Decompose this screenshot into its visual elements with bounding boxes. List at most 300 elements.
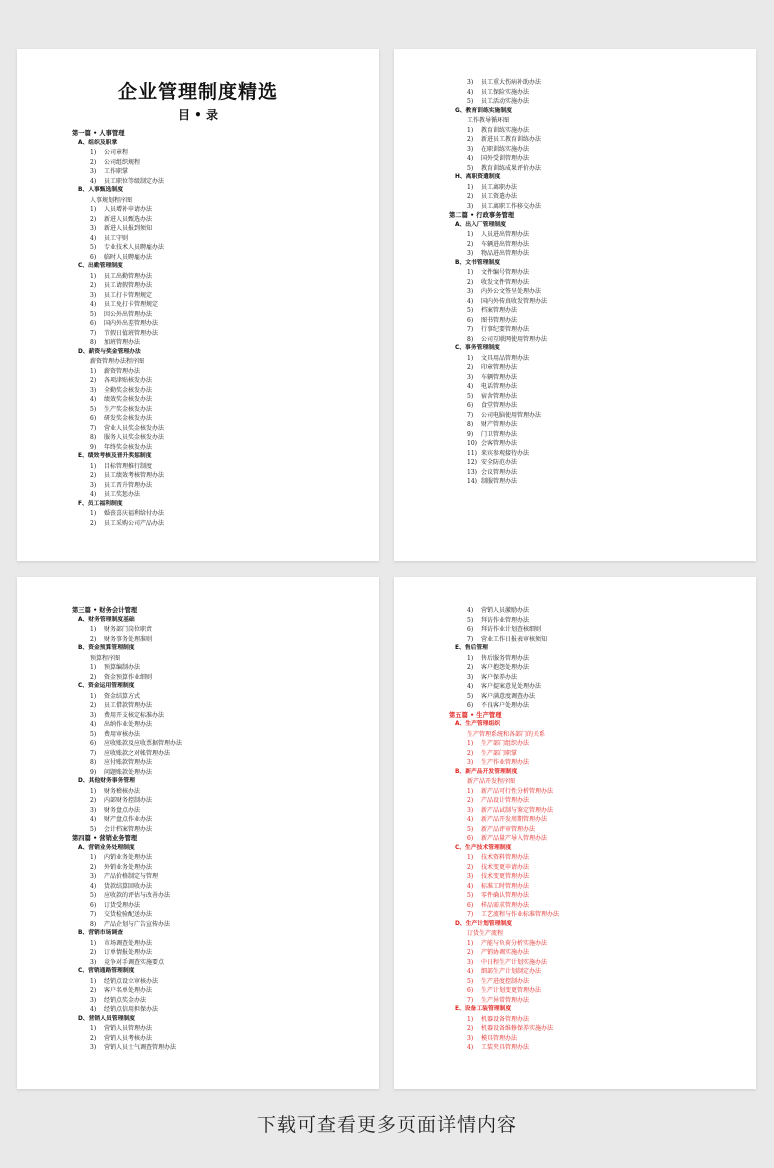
toc-item-number: 4) bbox=[90, 301, 97, 308]
toc-item-number: 14) bbox=[467, 478, 477, 485]
toc-item bbox=[72, 701, 369, 711]
toc-item bbox=[72, 1024, 369, 1034]
toc-item-label: 员工免打卡管理规定 bbox=[104, 301, 159, 308]
toc-intro: 工作教导循环图 bbox=[467, 117, 510, 124]
toc-part: 第三篇 • 财务会计管理 bbox=[72, 607, 138, 614]
toc-item-number: 4) bbox=[90, 1006, 97, 1013]
toc-item-number: 1) bbox=[90, 854, 97, 861]
toc-section: C、出勤管理制度 bbox=[78, 263, 123, 269]
toc-item bbox=[449, 230, 746, 240]
toc-section: B、营销市场调查 bbox=[78, 930, 123, 936]
toc-item-number: 3) bbox=[90, 711, 97, 719]
toc-section: B、文书管理制度 bbox=[455, 259, 500, 266]
toc-item-label: 财务稽核办法 bbox=[104, 787, 141, 795]
toc-item-label: 生产进度控制办法 bbox=[481, 977, 530, 985]
toc-item-number: 1) bbox=[467, 269, 474, 276]
toc-item-label: 经销点设立审核办法 bbox=[104, 977, 159, 985]
toc-part: 第四篇 • 营销业务管理 bbox=[72, 835, 138, 842]
toc-item bbox=[72, 986, 369, 996]
toc-item-number: 3) bbox=[467, 1034, 474, 1042]
toc-item bbox=[72, 291, 369, 301]
toc-item-label: 产能与负荷分析实施办法 bbox=[481, 939, 548, 947]
toc-item-label: 出纳作业处理办法 bbox=[104, 721, 153, 728]
toc-item-label: 营业工作日报表审核须知 bbox=[481, 635, 548, 643]
toc-item-number: 3) bbox=[467, 373, 474, 381]
toc-item-label: 营销人员士气调查管理办法 bbox=[104, 1044, 177, 1051]
toc-item-number: 1) bbox=[90, 272, 97, 280]
toc-intro: 新产品开发程序图 bbox=[467, 778, 516, 785]
toc-item-number: 5) bbox=[467, 892, 474, 899]
toc-item-number: 6) bbox=[467, 702, 474, 709]
toc-intro: 人事规划程序图 bbox=[90, 196, 133, 204]
toc-item-number: 3) bbox=[90, 806, 97, 814]
toc-item-label: 公司组织规程 bbox=[104, 158, 141, 166]
toc-item-number: 2) bbox=[90, 1034, 97, 1042]
toc-item bbox=[449, 939, 746, 949]
toc-item-label: 拜访作业计划查核细则 bbox=[481, 626, 542, 633]
toc-item-number: 4) bbox=[467, 1044, 474, 1051]
toc-item-number: 4) bbox=[467, 607, 474, 614]
toc-item-number: 3) bbox=[467, 673, 474, 681]
toc-item-number: 1) bbox=[467, 1015, 474, 1023]
toc-item bbox=[72, 490, 369, 500]
toc-item-label: 员工重大伤病补助办法 bbox=[481, 79, 542, 86]
toc-item-number: 10) bbox=[467, 440, 477, 447]
toc-item-number: 7) bbox=[467, 635, 474, 643]
toc-item bbox=[72, 148, 369, 158]
toc-item bbox=[72, 367, 369, 377]
toc-item-label: 中日程生产计划实施办法 bbox=[481, 958, 548, 966]
toc-item bbox=[72, 281, 369, 291]
toc-item-label: 市场调查处理办法 bbox=[104, 939, 153, 947]
toc-item-label: 员工采购公司产品办法 bbox=[104, 519, 165, 527]
toc-item-number: 3) bbox=[467, 250, 474, 257]
toc-item-label: 物品进出管理办法 bbox=[481, 250, 530, 257]
toc-item bbox=[449, 449, 746, 459]
toc-item-number: 8) bbox=[90, 920, 97, 928]
toc-item-number: 3) bbox=[90, 291, 97, 299]
toc-item-label: 员工资遣办法 bbox=[481, 193, 518, 200]
toc-item-label: 教育训练成果评价办法 bbox=[481, 164, 542, 172]
toc-part: 第五篇 • 生产管理 bbox=[449, 711, 502, 719]
toc-item-label: 员工活动实施办法 bbox=[481, 98, 530, 105]
toc-list bbox=[449, 606, 746, 1053]
toc-item bbox=[449, 363, 746, 373]
toc-item-number: 4) bbox=[467, 882, 474, 890]
toc-item-number: 2) bbox=[467, 949, 474, 956]
toc-item-number: 5) bbox=[467, 392, 474, 400]
toc-item bbox=[449, 682, 746, 692]
toc-item-number: 1) bbox=[467, 740, 474, 747]
toc-item-number: 3) bbox=[90, 996, 97, 1004]
toc-item-label: 研发奖金核发办法 bbox=[104, 415, 153, 422]
toc-item-number: 2) bbox=[90, 987, 97, 994]
toc-item-label: 交货检验配送办法 bbox=[104, 911, 153, 918]
toc-item bbox=[72, 730, 369, 740]
toc-section: E、售后管理 bbox=[455, 645, 488, 651]
toc-item bbox=[449, 635, 746, 645]
toc-item-number: 7) bbox=[467, 411, 474, 419]
toc-item-number: 9) bbox=[90, 768, 97, 776]
toc-item bbox=[72, 663, 369, 673]
toc-item-label: 营销人员考核办法 bbox=[104, 1034, 153, 1042]
toc-item-number: 3) bbox=[90, 1044, 97, 1051]
toc-item bbox=[72, 958, 369, 968]
toc-item bbox=[72, 625, 369, 635]
toc-item bbox=[449, 739, 746, 749]
toc-item-number: 2) bbox=[467, 749, 474, 757]
toc-item-label: 服务人员奖金核发办法 bbox=[104, 434, 165, 441]
toc-item-label: 员工打卡管理规定 bbox=[104, 291, 153, 299]
toc-item-number: 2) bbox=[90, 635, 97, 643]
toc-item-label: 公司章程 bbox=[104, 149, 129, 156]
toc-item bbox=[449, 663, 746, 673]
toc-item-number: 13) bbox=[467, 468, 477, 476]
toc-item bbox=[449, 796, 746, 806]
toc-item-number: 6) bbox=[90, 901, 97, 909]
toc-item-number: 1) bbox=[90, 692, 97, 700]
toc-item-label: 生产部门组织办法 bbox=[481, 740, 530, 747]
toc-item-number: 5) bbox=[90, 730, 97, 738]
toc-item-label: 员工借款管理办法 bbox=[104, 702, 153, 709]
toc-item bbox=[449, 439, 746, 449]
toc-item-label: 生产部门职掌 bbox=[481, 749, 518, 757]
toc-section: B、资金预算管理制度 bbox=[78, 645, 135, 651]
toc-item-number: 5) bbox=[467, 692, 474, 700]
toc-section: D、营销人员管理制度 bbox=[78, 1015, 135, 1022]
toc-item-number: 9) bbox=[90, 443, 97, 451]
toc-item-number: 6) bbox=[467, 316, 474, 324]
toc-item-label: 产品企划与广告宣传办法 bbox=[104, 920, 171, 928]
toc-item bbox=[449, 278, 746, 288]
toc-item-label: 客户保养办法 bbox=[481, 673, 518, 681]
toc-item bbox=[72, 948, 369, 958]
toc-item bbox=[72, 863, 369, 873]
toc-item-label: 员工晋升管理办法 bbox=[104, 481, 153, 489]
toc-item bbox=[449, 240, 746, 250]
toc-item bbox=[72, 939, 369, 949]
toc-item-label: 工艺流程与作业标准管理办法 bbox=[481, 911, 560, 918]
toc-item-number: 3) bbox=[467, 202, 474, 210]
toc-item bbox=[449, 468, 746, 478]
toc-item-number: 2) bbox=[90, 158, 97, 166]
toc-section: B、新产品开发管理制度 bbox=[455, 768, 518, 775]
toc-item-label: 员工守则 bbox=[104, 234, 129, 242]
toc-item bbox=[72, 768, 369, 778]
toc-item-label: 新产品评审管理办法 bbox=[481, 825, 536, 833]
toc-item bbox=[72, 796, 369, 806]
toc-item bbox=[449, 154, 746, 164]
toc-item-label: 应收账款及应收票据管理办法 bbox=[104, 740, 183, 747]
toc-section: D、薪资与奖金管理办法 bbox=[78, 348, 141, 355]
toc-item bbox=[449, 872, 746, 882]
toc-section: E、绩效考核及晋升奖惩制度 bbox=[78, 453, 152, 459]
toc-item-number: 3) bbox=[467, 806, 474, 814]
document-page-3 bbox=[17, 577, 379, 1089]
toc-item-number: 5) bbox=[90, 405, 97, 413]
toc-item-label: 教育训练实施办法 bbox=[481, 126, 530, 134]
toc-item-number: 4) bbox=[90, 816, 97, 823]
toc-item-label: 员工绩效考核管理办法 bbox=[104, 472, 165, 479]
toc-item bbox=[72, 424, 369, 434]
toc-item-label: 外销业务处理办法 bbox=[104, 863, 153, 871]
toc-item-label: 文具用品管理办法 bbox=[481, 354, 530, 362]
toc-item-label: 目标管理推行制度 bbox=[104, 462, 153, 470]
toc-item bbox=[72, 215, 369, 225]
toc-item bbox=[449, 882, 746, 892]
toc-item-label: 在职训练实施办法 bbox=[481, 145, 530, 153]
toc-item-number: 2) bbox=[467, 664, 474, 671]
toc-item-number: 2) bbox=[467, 278, 474, 286]
toc-item-number: 6) bbox=[90, 740, 97, 747]
toc-item bbox=[72, 1034, 369, 1044]
toc-item-number: 5) bbox=[467, 616, 474, 624]
toc-item-number: 7) bbox=[90, 424, 97, 432]
toc-item bbox=[72, 509, 369, 519]
toc-item-number: 7) bbox=[467, 911, 474, 918]
toc-section: D、其他财务事务管理 bbox=[78, 778, 135, 784]
toc-item-label: 新进员工教育训练办法 bbox=[481, 136, 542, 143]
toc-item-label: 应付账款管理办法 bbox=[104, 759, 153, 766]
toc-item-label: 员工请假管理办法 bbox=[104, 282, 153, 289]
toc-item-label: 客户抱怨处理办法 bbox=[481, 664, 530, 671]
toc-item-label: 员工保险实施办法 bbox=[481, 88, 530, 96]
toc-item-label: 内销业务处理办法 bbox=[104, 854, 153, 861]
toc-item-label: 产品设计管理办法 bbox=[481, 797, 530, 804]
toc-item bbox=[72, 224, 369, 234]
toc-item-label: 技术资料管理办法 bbox=[481, 854, 530, 861]
toc-item bbox=[449, 996, 746, 1006]
toc-item bbox=[449, 392, 746, 402]
toc-item-number: 5) bbox=[90, 244, 97, 251]
toc-item-label: 新产品开发周期管理办法 bbox=[481, 816, 548, 823]
toc-section: C、资金运用管理制度 bbox=[78, 683, 135, 689]
toc-item-number: 5) bbox=[90, 310, 97, 318]
toc-item bbox=[72, 376, 369, 386]
toc-item-label: 货款结算回收办法 bbox=[104, 882, 153, 890]
document-page-2 bbox=[394, 49, 756, 561]
toc-item-label: 财务盘点办法 bbox=[104, 806, 141, 814]
toc-section: A、财务管理制度基础 bbox=[78, 616, 135, 623]
toc-section: F、员工福利制度 bbox=[78, 500, 123, 507]
toc-item bbox=[449, 692, 746, 702]
toc-item-label: 工作职掌 bbox=[104, 168, 129, 175]
toc-item bbox=[72, 758, 369, 768]
toc-item-number: 1) bbox=[90, 462, 97, 470]
toc-item bbox=[72, 462, 369, 472]
toc-item-label: 营销人员激励办法 bbox=[481, 607, 530, 614]
toc-item-label: 产销协调实施办法 bbox=[481, 949, 530, 956]
toc-item-label: 经销点信用担保办法 bbox=[104, 1006, 159, 1013]
toc-item bbox=[449, 411, 746, 421]
toc-item bbox=[449, 401, 746, 411]
toc-item bbox=[72, 1005, 369, 1015]
toc-item-number: 1) bbox=[90, 939, 97, 947]
toc-item-number: 1) bbox=[467, 787, 474, 795]
toc-item-number: 1) bbox=[467, 126, 474, 134]
toc-item-label: 营业人员奖金核发办法 bbox=[104, 424, 165, 432]
toc-item-label: 客户提案意见处理办法 bbox=[481, 683, 542, 690]
toc-item bbox=[72, 891, 369, 901]
toc-item-label: 费用审核办法 bbox=[104, 730, 141, 738]
toc-item-number: 11) bbox=[467, 449, 477, 457]
toc-item bbox=[72, 338, 369, 348]
toc-item bbox=[449, 335, 746, 345]
toc-item-number: 6) bbox=[90, 415, 97, 422]
toc-item bbox=[449, 430, 746, 440]
toc-item bbox=[449, 192, 746, 202]
toc-item-number: 3) bbox=[90, 168, 97, 175]
toc-item-number: 2) bbox=[467, 797, 474, 804]
toc-section: E、设备工装管理制度 bbox=[455, 1006, 512, 1012]
toc-item-label: 文件编号管理办法 bbox=[481, 269, 530, 276]
toc-item bbox=[449, 606, 746, 616]
toc-item-label: 模具管理办法 bbox=[481, 1034, 518, 1042]
toc-item bbox=[72, 901, 369, 911]
toc-item-number: 4) bbox=[90, 882, 97, 890]
toc-item-label: 行事纪要管理办法 bbox=[481, 326, 530, 333]
toc-item-number: 3) bbox=[467, 873, 474, 880]
toc-item-label: 零件确认管理办法 bbox=[481, 892, 530, 899]
toc-item bbox=[449, 97, 746, 107]
toc-item bbox=[449, 287, 746, 297]
toc-item-number: 1) bbox=[90, 626, 97, 633]
toc-item-number: 6) bbox=[467, 402, 474, 409]
toc-item bbox=[449, 135, 746, 145]
toc-item bbox=[449, 202, 746, 212]
toc-item bbox=[72, 749, 369, 759]
toc-item-number: 7) bbox=[467, 326, 474, 333]
toc-section: A、营销业务处理制度 bbox=[78, 844, 135, 851]
toc-item bbox=[449, 354, 746, 364]
toc-item-number: 5) bbox=[90, 825, 97, 833]
toc-item-label: 新产品可行性分析管理办法 bbox=[481, 787, 554, 795]
toc-item-label: 拜访作业管理办法 bbox=[481, 616, 530, 624]
toc-item-label: 各项津贴核发办法 bbox=[104, 377, 153, 384]
toc-item-number: 5) bbox=[90, 892, 97, 899]
toc-item-label: 内部财务控制办法 bbox=[104, 797, 153, 804]
toc-item-label: 国内外传真收发管理办法 bbox=[481, 297, 548, 305]
toc-item bbox=[449, 145, 746, 155]
toc-item-number: 3) bbox=[90, 481, 97, 489]
toc-item bbox=[72, 300, 369, 310]
toc-item-number: 5) bbox=[467, 98, 474, 105]
toc-item-number: 1) bbox=[90, 1025, 97, 1032]
toc-item-label: 竞争对手调查实施要点 bbox=[104, 958, 165, 966]
toc-item-label: 因公外出管理办法 bbox=[104, 310, 153, 318]
toc-section: C、生产技术管理制度 bbox=[455, 844, 512, 851]
toc-item bbox=[449, 268, 746, 278]
toc-item-label: 资金预算作业细则 bbox=[104, 673, 153, 681]
toc-item bbox=[449, 815, 746, 825]
toc-item-label: 财务事务处理准则 bbox=[104, 635, 153, 643]
toc-section: G、教育训练实施制度 bbox=[455, 107, 512, 114]
toc-item-number: 4) bbox=[467, 297, 474, 305]
toc-item-label: 技术变更申请办法 bbox=[481, 863, 530, 871]
toc-item bbox=[72, 272, 369, 282]
toc-item-label: 制服管理办法 bbox=[481, 478, 518, 485]
toc-item-label: 来宾参观接待办法 bbox=[481, 449, 530, 457]
toc-intro: 订货生产流程 bbox=[467, 930, 504, 937]
toc-item bbox=[72, 177, 369, 187]
toc-item bbox=[449, 316, 746, 326]
toc-item-label: 标准工时管理办法 bbox=[481, 882, 530, 890]
toc-item-label: 客户名单处理办法 bbox=[104, 987, 153, 994]
toc-item-label: 档案管理办法 bbox=[481, 307, 518, 314]
toc-item bbox=[449, 701, 746, 711]
toc-item-number: 3) bbox=[467, 958, 474, 966]
toc-item-number: 5) bbox=[467, 825, 474, 833]
toc-item-label: 加班管理办法 bbox=[104, 339, 141, 346]
toc-item-label: 技术变更管理办法 bbox=[481, 873, 530, 880]
toc-item-number: 2) bbox=[467, 1025, 474, 1032]
toc-item-label: 印章管理办法 bbox=[481, 364, 518, 371]
toc-item-label: 电话管理办法 bbox=[481, 383, 518, 390]
toc-item-number: 1) bbox=[90, 149, 97, 156]
toc-item-label: 新产品试制与鉴定管理办法 bbox=[481, 806, 554, 814]
toc-item bbox=[72, 1043, 369, 1053]
toc-item-label: 不良客户处理办法 bbox=[481, 702, 530, 709]
toc-list bbox=[72, 606, 369, 1053]
toc-item-label: 会客管理办法 bbox=[481, 440, 518, 447]
toc-item-label: 车辆进出管理办法 bbox=[481, 240, 530, 248]
toc-item-number: 5) bbox=[467, 977, 474, 985]
toc-item-label: 收发文件管理办法 bbox=[481, 278, 530, 286]
toc-item bbox=[72, 310, 369, 320]
toc-item bbox=[449, 958, 746, 968]
toc-item bbox=[449, 654, 746, 664]
toc-item-label: 专业技术人员聘雇办法 bbox=[104, 244, 165, 251]
toc-item bbox=[72, 711, 369, 721]
toc-item-label: 车辆管理办法 bbox=[481, 373, 518, 381]
toc-item bbox=[72, 853, 369, 863]
toc-item-label: 员工出勤管理办法 bbox=[104, 272, 153, 280]
toc-item-number: 2) bbox=[90, 282, 97, 289]
toc-item-number: 6) bbox=[467, 987, 474, 994]
toc-item-number: 7) bbox=[90, 329, 97, 337]
toc-item-label: 公司电脑使用管理办法 bbox=[481, 411, 542, 419]
toc-item bbox=[72, 872, 369, 882]
toc-item-label: 薪资管理办法 bbox=[104, 367, 141, 375]
toc-item-label: 员工职位等级制定办法 bbox=[104, 177, 165, 185]
toc-intro: 薪资管理办法程序图 bbox=[90, 358, 145, 365]
toc-list bbox=[449, 78, 746, 487]
toc-item-number: 1) bbox=[467, 354, 474, 362]
toc-item-number: 2) bbox=[467, 193, 474, 200]
toc-item-number: 2) bbox=[90, 863, 97, 871]
toc-item-number: 2) bbox=[90, 519, 97, 527]
toc-item-number: 1) bbox=[90, 510, 97, 517]
toc-item-number: 6) bbox=[467, 901, 474, 909]
toc-item-number: 12) bbox=[467, 459, 477, 466]
toc-item-label: 员工离职工作移交办法 bbox=[481, 202, 542, 210]
toc-item-number: 1) bbox=[90, 367, 97, 375]
toc-item bbox=[449, 806, 746, 816]
toc-item-number: 3) bbox=[467, 288, 474, 295]
toc-item-number: 4) bbox=[467, 155, 474, 162]
toc-item bbox=[449, 758, 746, 768]
toc-item bbox=[449, 948, 746, 958]
toc-item-number: 1) bbox=[467, 939, 474, 947]
toc-item-number: 3) bbox=[90, 225, 97, 232]
toc-item bbox=[72, 443, 369, 453]
toc-section: C、事务管理制度 bbox=[455, 345, 500, 351]
toc-item-number: 2) bbox=[90, 215, 97, 223]
toc-item bbox=[449, 126, 746, 136]
toc-item-label: 预算编制办法 bbox=[104, 664, 141, 671]
toc-item bbox=[449, 183, 746, 193]
document-subtitle: 目 • 录 bbox=[177, 108, 219, 122]
